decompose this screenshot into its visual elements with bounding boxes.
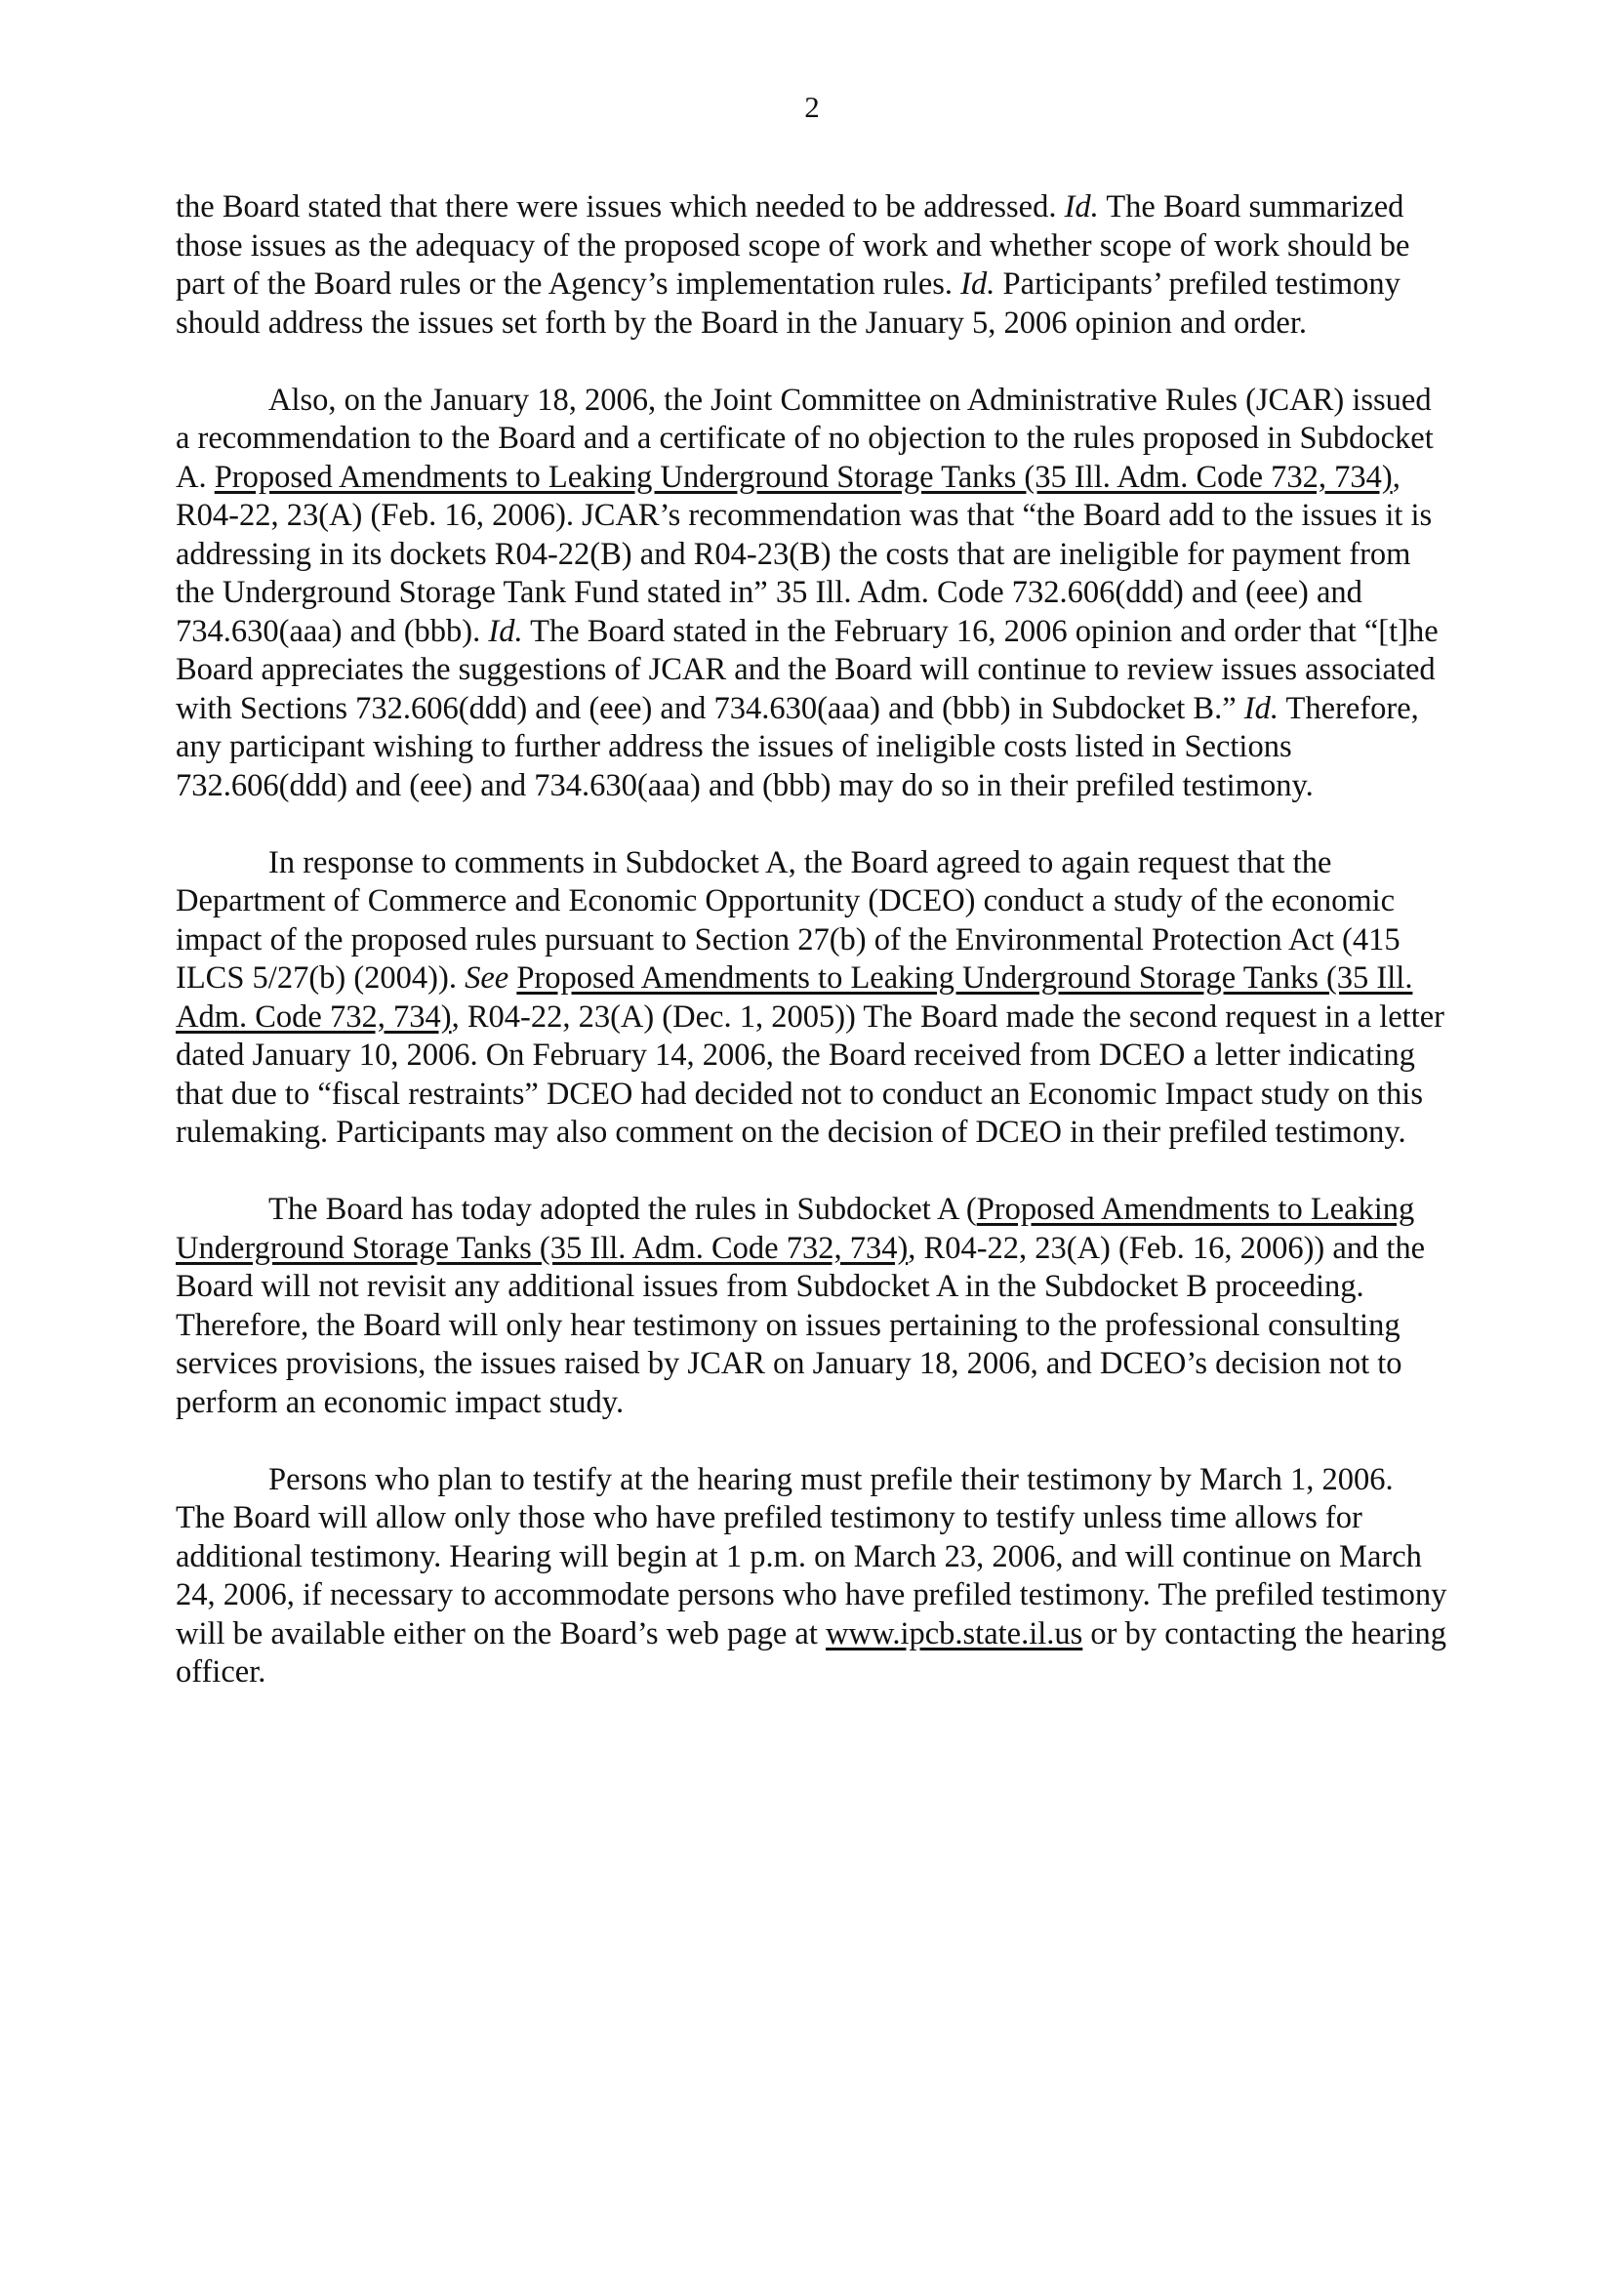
case-citation: Proposed Amendments to Leaking Underground Storage Tanks (35 Ill. Adm. Code 732, 734) xyxy=(176,1192,1415,1266)
case-citation: Proposed Amendments to Leaking Underground Storage Tanks (35 Ill. Adm. Code 732, 734) xyxy=(176,960,1413,1035)
citation-id: Id. xyxy=(1064,189,1099,224)
paragraph-subdocket-a-adopted xyxy=(176,1191,1449,1422)
citation-id: Id. xyxy=(960,266,995,302)
text-run: or by contacting the hearing officer. xyxy=(176,1615,1447,1690)
paragraph-jcar-recommendation xyxy=(176,382,1449,806)
text-run: The Board stated in the February 16, 2006 opinion and order that “[t]he Board appreciates the suggestions of JCAR and the Board will continue to review issues associated with Sections 732.606(ddd) and (eee) and 734.630(aaa) and (bbb) in Subdocket B.” xyxy=(176,613,1439,726)
text-run: The Board summarized those issues as the adequacy of the proposed scope of work and whether scope of work should be part of the Board rules or the Agency’s implementation rules. xyxy=(176,189,1410,302)
web-address-link[interactable]: www.ipcb.state.il.us xyxy=(826,1615,1083,1651)
citation-id: Id. xyxy=(488,613,523,649)
text-run: In response to comments in Subdocket A, the Board agreed to again request that the Department of Commerce and Economic Opportunity (DCEO) conduct a study of the economic impact of the proposed rules pursuant to Section 27(b) of the Environmental Protection Act (415 ILCS 5/27(b) (2004)). xyxy=(176,844,1401,996)
page-number: 2 xyxy=(804,90,820,124)
text-run: Participants’ prefiled testimony should address the issues set forth by the Board in the January 5, 2006 opinion and order. xyxy=(176,266,1401,341)
paragraph-board-issues xyxy=(176,188,1449,343)
text-run: Persons who plan to testify at the hearing must prefile their testimony by March 1, 2006. The Board will allow only those who have prefiled testimony to testify unless time allows for additional testimony. Hearing will begin at 1 p.m. on March 23, 2006, and will continue on March 24, 2006, if necessary to accommodate persons who have prefiled testimony. The prefiled testimony will be available either on the Board’s web page at xyxy=(176,1461,1447,1651)
text-run: Also, on the January 18, 2006, the Joint Committee on Administrative Rules (JCAR) issued a recommendation to the Board and a certificate of no objection to the rules proposed in Subdocket A. xyxy=(176,382,1434,495)
paragraph-dceo-study xyxy=(176,844,1449,1153)
case-citation: Proposed Amendments to Leaking Underground Storage Tanks (35 Ill. Adm. Code 732, 734) xyxy=(214,459,1393,495)
text-run: , R04-22, 23(A) (Feb. 16, 2006)) and the Board will not revisit any additional issues from Subdocket A in the Subdocket B proceeding. Therefore, the Board will only hear testimony on issues pertaining to the professional consulting services provisions, the issues raised by JCAR on January 18, 2006, and DCEO’s decision not to perform an economic impact study. xyxy=(176,1230,1426,1420)
text-run: , R04-22, 23(A) (Dec. 1, 2005)) The Board made the second request in a letter dated January 10, 2006. On February 14, 2006, the Board received from DCEO a letter indicating that due to “fiscal restraints” DCEO had decided not to conduct an Economic Impact study on this rulemaking. Participants may also comment on the decision of DCEO in their prefiled testimony. xyxy=(176,998,1444,1150)
text-run: The Board has today adopted the rules in Subdocket A ( xyxy=(268,1192,977,1227)
text-run: Therefore, any participant wishing to further address the issues of ineligible costs listed in Sections 732.606(ddd) and (eee) and 734.630(aaa) and (bbb) may do so in their prefiled testimony. xyxy=(176,690,1419,803)
paragraph-prefile-testimony xyxy=(176,1461,1449,1692)
text-run: , R04-22, 23(A) (Feb. 16, 2006). JCAR’s recommendation was that “the Board add to the issues it is addressing in its dockets R04-22(B) and R04-23(B) the costs that are ineligible for payment from the Underground Storage Tank Fund stated in” 35 Ill. Adm. Code 732.606(ddd) and (eee) and 734.630(aaa) and (bbb). xyxy=(176,459,1433,649)
citation-id: See xyxy=(465,960,509,996)
text-run: the Board stated that there were issues which needed to be addressed. xyxy=(176,189,1065,224)
document-body xyxy=(176,188,1449,1731)
citation-id: Id. xyxy=(1243,690,1279,726)
